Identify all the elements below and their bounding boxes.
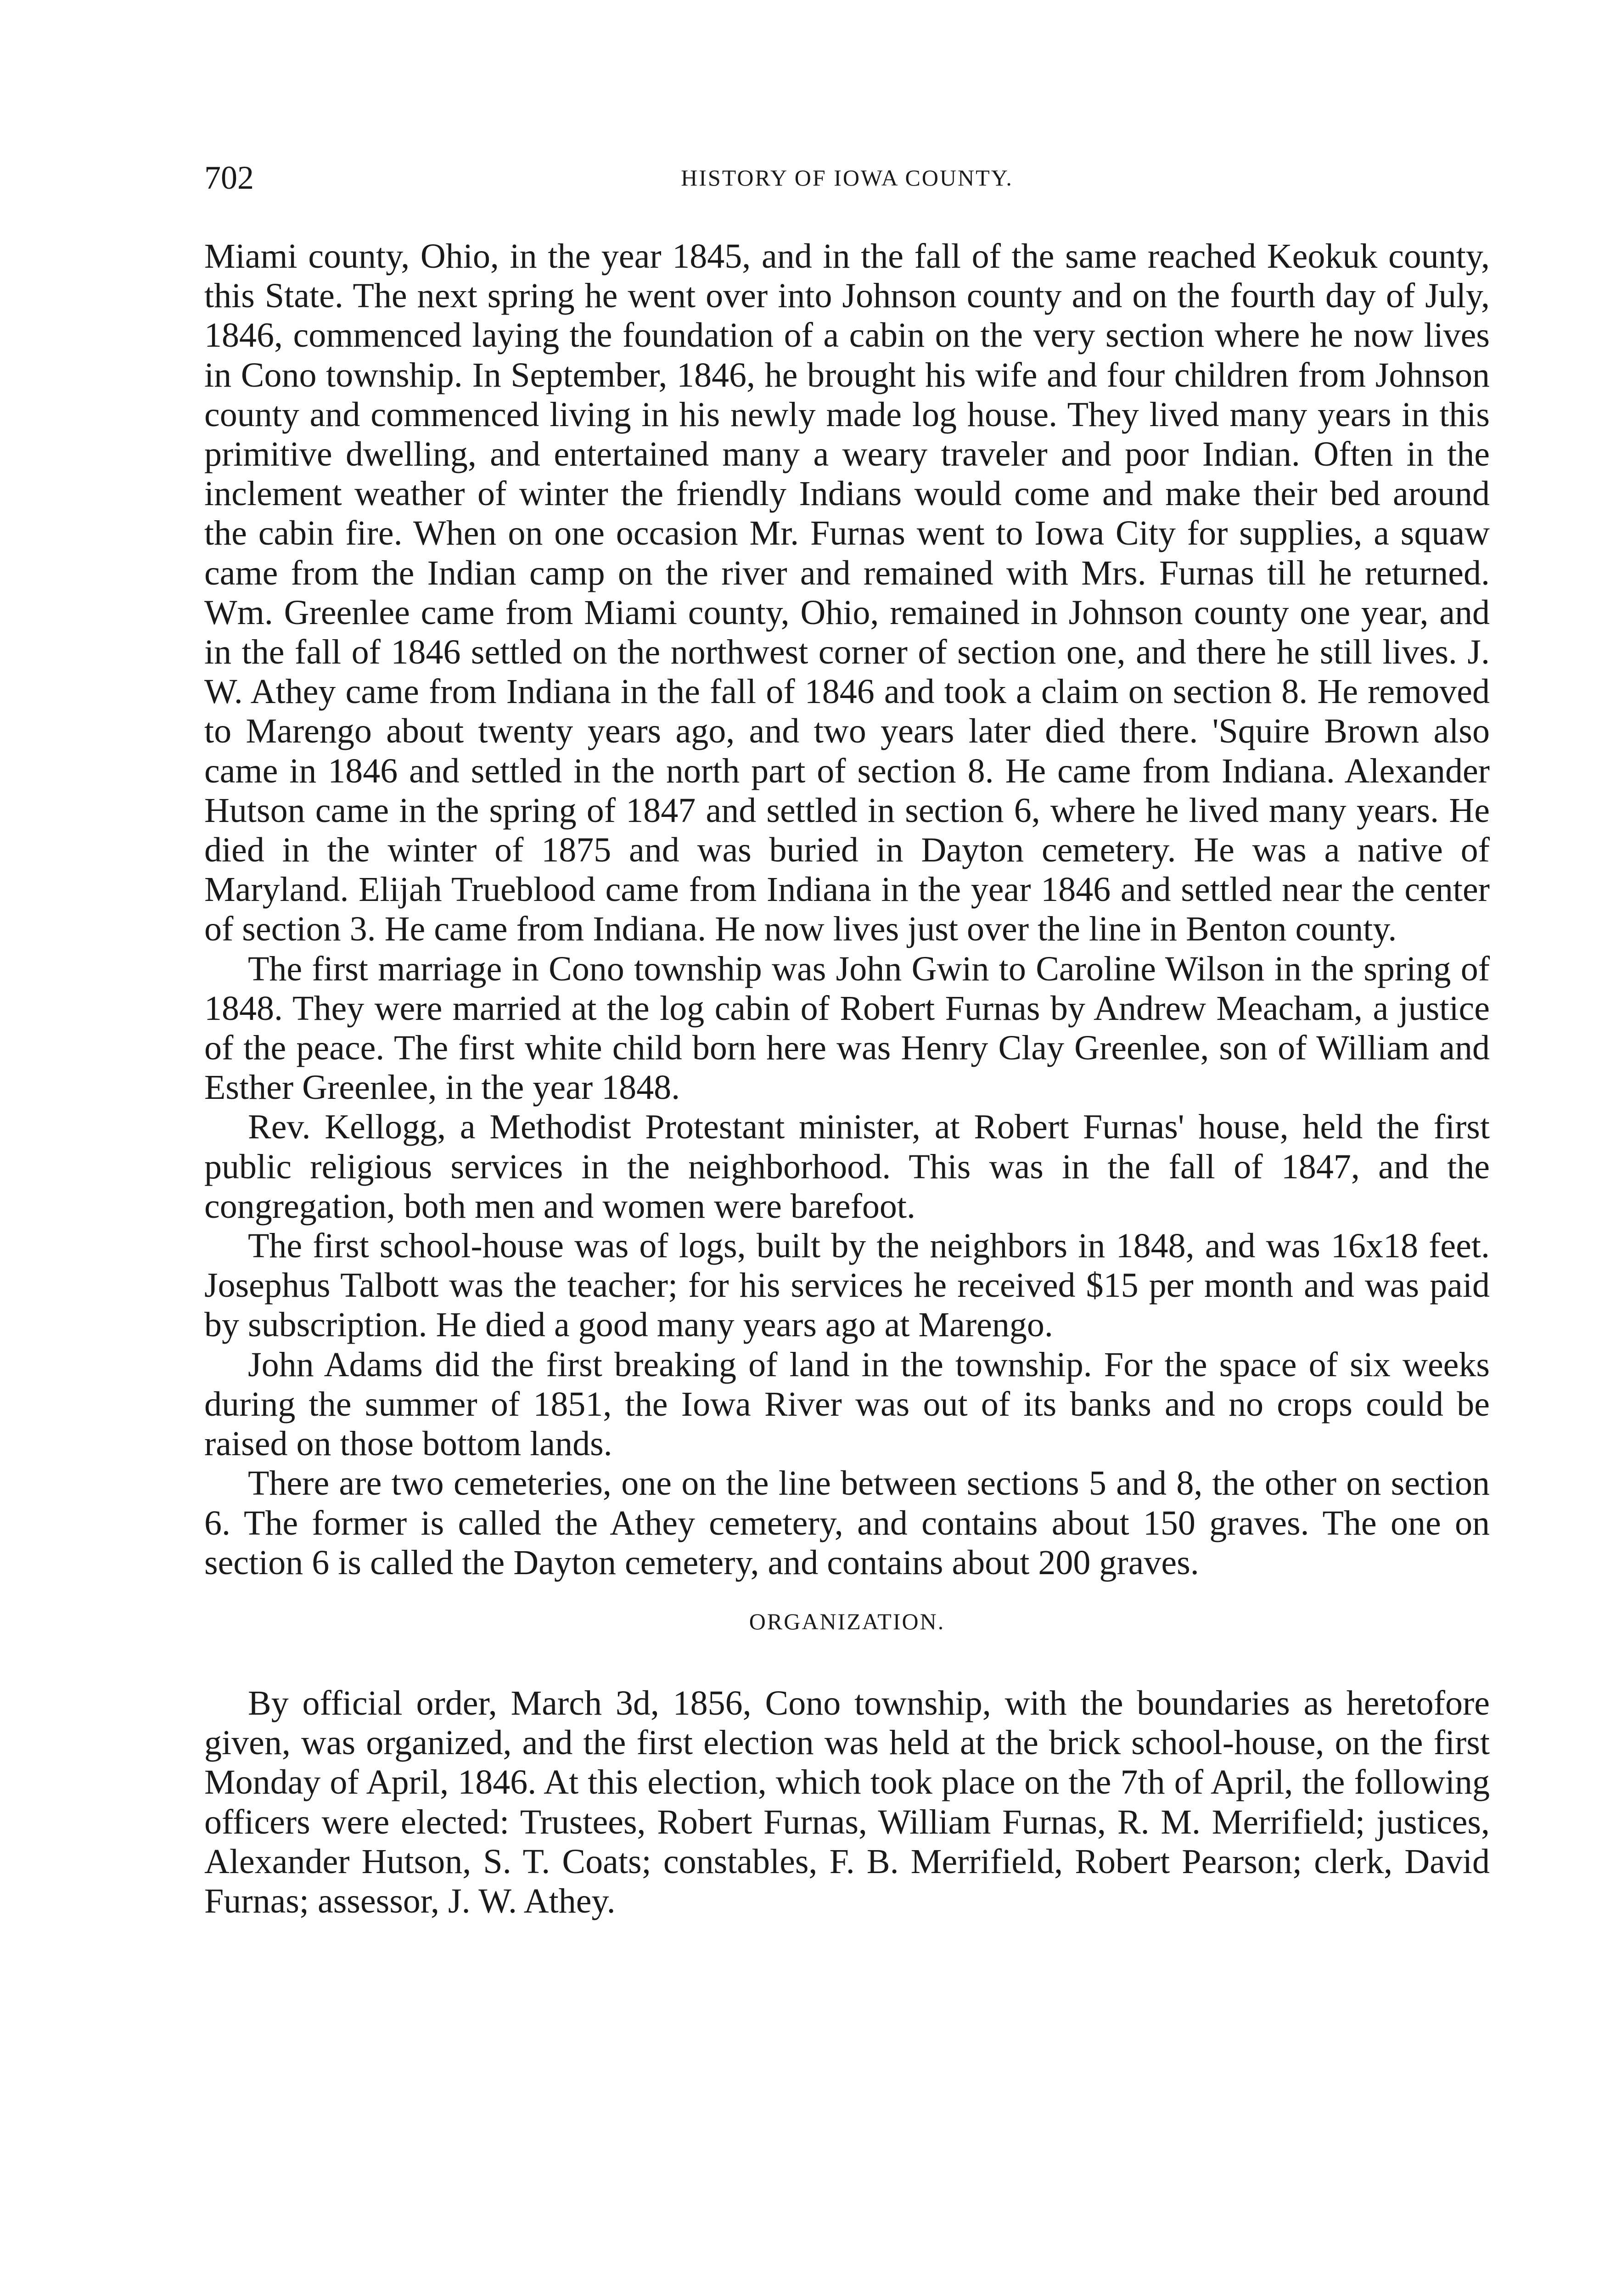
- paragraph-first-marriage: The first marriage in Cono township was John Gwin to Caroline Wilson in the spring of 1848. They were married at the log cabin of Robert Furnas by Andrew Meacham, a justice of the peace. The first white child born here was Henry Clay Greenlee, son of William and Esther Greenlee, in the year 1848.: [204, 949, 1490, 1107]
- page-body: [204, 236, 1490, 1921]
- running-title: HISTORY OF IOWA COUNTY.: [681, 165, 1013, 191]
- paragraph-breaking-land: John Adams did the first breaking of land in the township. For the space of six weeks during the summer of 1851, the Iowa River was out of its banks and no crops could be raised on those bottom lands.: [204, 1345, 1490, 1463]
- page-header: [204, 157, 1490, 198]
- paragraph-religious-services: Rev. Kellogg, a Methodist Protestant minister, at Robert Furnas' house, held the first public religious services in the neighborhood. This was in the fall of 1847, and the congregation, both men and women were barefoot.: [204, 1108, 1490, 1226]
- paragraph-school-house: The first school-house was of logs, built by the neighbors in 1848, and was 16x18 feet. Josephus Talbott was the teacher; for his services he received $15 per month and was paid by subscription. He died a good many years ago at Marengo.: [204, 1227, 1490, 1345]
- paragraph-cemeteries: There are two cemeteries, one on the line between sections 5 and 8, the other on section 6. The former is called the Athey cemetery, and contains about 150 graves. The one on section 6 is called the Dayton cemetery, and contains about 200 graves.: [204, 1464, 1490, 1582]
- paragraph-organization: By official order, March 3d, 1856, Cono township, with the boundaries as heretofore given, was organized, and the first election was held at the brick school-house, on the first Monday of April, 1846. At this election, which took place on the 7th of April, the following officers were elected: Trustees, Robert Furnas, William Furnas, R. M. Merrifield; justices, Alexander Hutson, S. T. Coats; constables, F. B. Merrifield, Robert Pearson; clerk, David Furnas; assessor, J. W. Athey.: [204, 1683, 1490, 1920]
- paragraph-continuation: Miami county, Ohio, in the year 1845, and in the fall of the same reached Keokuk county, this State. The next spring he went over into Johnson county and on the fourth day of July, 1846, commenced laying the foundation of a cabin on the very section where he now lives in Cono township. In September, 1846, he brought his wife and four children from Johnson county and commenced living in his newly made log house. They lived many years in this primitive dwelling, and entertained many a weary traveler and poor Indian. Often in the inclement weather of winter the friendly Indians would come and make their bed around the cabin fire. When on one occasion Mr. Furnas went to Iowa City for supplies, a squaw came from the Indian camp on the river and remained with Mrs. Furnas till he returned. Wm. Greenlee came from Miami county, Ohio, remained in Johnson county one year, and in the fall of 1846 settled on the northwest corner of section one, and there he still lives. J. W. Athey came from Indiana in the fall of 1846 and took a claim on section 8. He removed to Marengo about twenty years ago, and two years later died there. 'Squire Brown also came in 1846 and settled in the north part of section 8. He came from Indiana. Alexander Hutson came in the spring of 1847 and settled in section 6, where he lived many years. He died in the winter of 1875 and was buried in Dayton cemetery. He was a native of Maryland. Elijah Trueblood came from Indiana in the year 1846 and settled near the center of section 3. He came from Indiana. He now lives just over the line in Benton county.: [204, 237, 1490, 949]
- section-heading: ORGANIZATION.: [749, 1608, 945, 1634]
- page-number: 702: [204, 159, 254, 196]
